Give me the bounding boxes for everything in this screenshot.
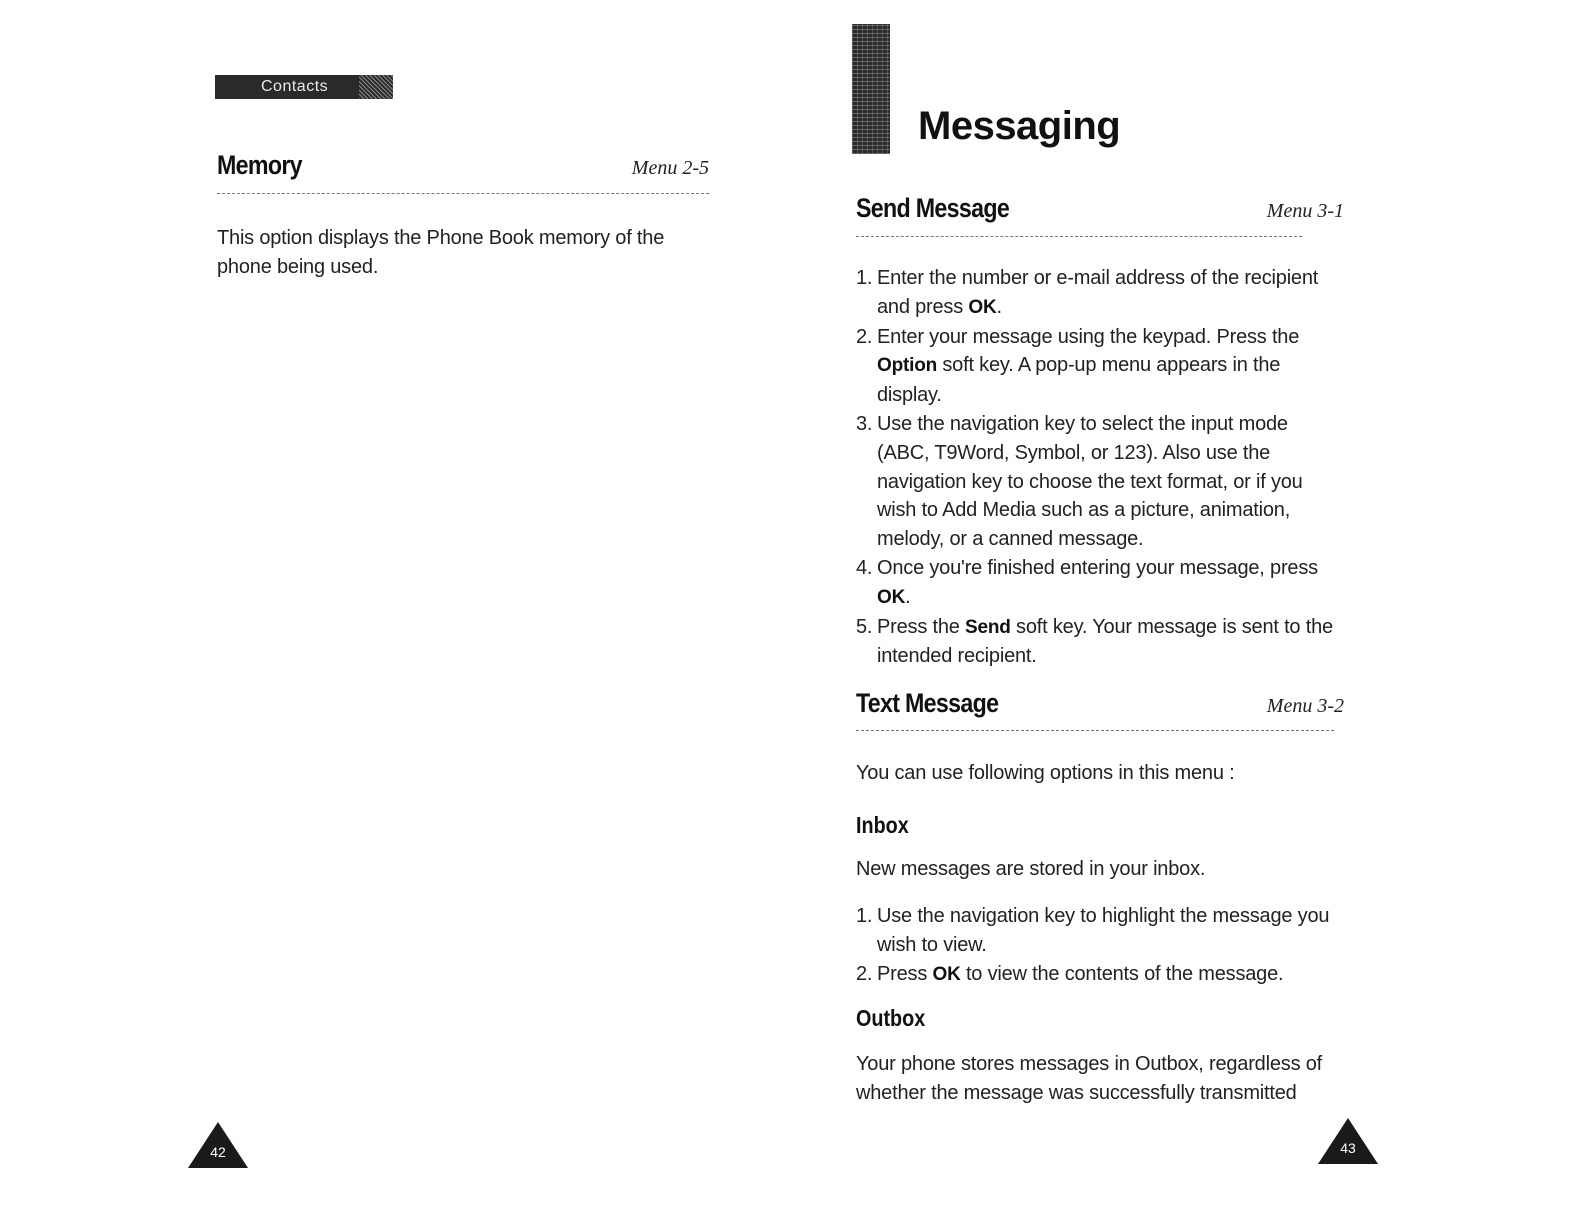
send-message-steps <box>856 264 1342 671</box>
step-text: Press the <box>877 615 966 638</box>
step-text-tail: soft key. A pop-up menu appears in the display. <box>877 354 1281 407</box>
step-text: Use the navigation key to highlight the message you wish to view. <box>877 905 1330 956</box>
memory-menu-ref: Menu 2-5 <box>631 157 709 179</box>
step-item <box>856 902 1342 960</box>
section-tab-pattern <box>359 75 393 99</box>
step-text-tail: to view the contents of the message. <box>960 962 1284 985</box>
text-message-heading-rule <box>856 730 1334 731</box>
page-number-left: 42 <box>210 1144 226 1160</box>
step-item <box>856 554 1342 613</box>
inbox-steps <box>856 902 1342 989</box>
page-number-badge-right <box>1318 1118 1378 1164</box>
memory-heading-row <box>217 150 709 181</box>
inbox-body: New messages are stored in your inbox. <box>856 858 1206 880</box>
memory-body: This option displays the Phone Book memory of the phone being used. <box>217 227 665 278</box>
text-message-intro: You can use following options in this menu : <box>856 762 1235 784</box>
send-message-heading: Send Message <box>856 193 1010 223</box>
text-message-heading-row <box>856 688 1344 719</box>
step-text-tail: . <box>996 295 1002 318</box>
send-message-menu-ref: Menu 3-1 <box>1266 200 1344 222</box>
step-number: 1. <box>856 905 873 927</box>
page-number-right: 43 <box>1340 1140 1356 1156</box>
step-item <box>856 613 1342 672</box>
step-key-name: OK <box>932 963 961 985</box>
text-message-heading: Text Message <box>856 688 999 718</box>
send-message-heading-rule <box>856 236 1302 237</box>
step-number: 5. <box>856 615 873 638</box>
memory-heading-rule <box>217 193 709 194</box>
step-key-name: OK <box>877 586 906 608</box>
chapter-title: Messaging <box>918 104 1121 148</box>
step-number: 1. <box>856 267 873 289</box>
step-number: 4. <box>856 556 873 579</box>
text-message-menu-ref: Menu 3-2 <box>1266 695 1344 717</box>
step-text: Press <box>877 962 933 985</box>
step-key-name: Option <box>877 355 938 377</box>
page-number-badge-left <box>188 1122 248 1168</box>
chapter-marker-bar <box>852 24 890 154</box>
send-message-heading-row <box>856 193 1344 224</box>
inbox-heading: Inbox <box>856 812 909 838</box>
step-item <box>856 960 1342 990</box>
step-text-tail: soft key. Your message is sent to the intended recipient. <box>877 615 1333 668</box>
section-tab <box>215 75 393 99</box>
memory-heading: Memory <box>217 150 302 180</box>
step-number: 2. <box>856 325 873 348</box>
step-text: Once you're finished entering your message, press <box>877 556 1318 579</box>
step-text: Use the navigation key to select the input mode (ABC, T9Word, Symbol, or 123). Also use the navigation key to choose the text format, or if you wish to Add Media such as a picture, animation, melody, or a canned message. <box>877 412 1303 551</box>
step-text-tail: . <box>905 585 911 608</box>
step-key-name: Send <box>965 616 1011 638</box>
step-item <box>856 323 1342 410</box>
outbox-body: Your phone stores messages in Outbox, regardless of whether the message was successfully transmitted <box>856 1053 1323 1104</box>
step-key-name: OK <box>968 296 997 318</box>
step-text: Enter the number or e-mail address of the recipient and press <box>877 267 1319 318</box>
outbox-heading: Outbox <box>856 1005 926 1031</box>
step-number: 2. <box>856 962 873 985</box>
step-text: Enter your message using the keypad. Press the <box>877 325 1300 348</box>
step-item <box>856 264 1342 323</box>
section-tab-label: Contacts <box>261 78 329 95</box>
step-number: 3. <box>856 412 873 435</box>
step-item <box>856 410 1342 554</box>
